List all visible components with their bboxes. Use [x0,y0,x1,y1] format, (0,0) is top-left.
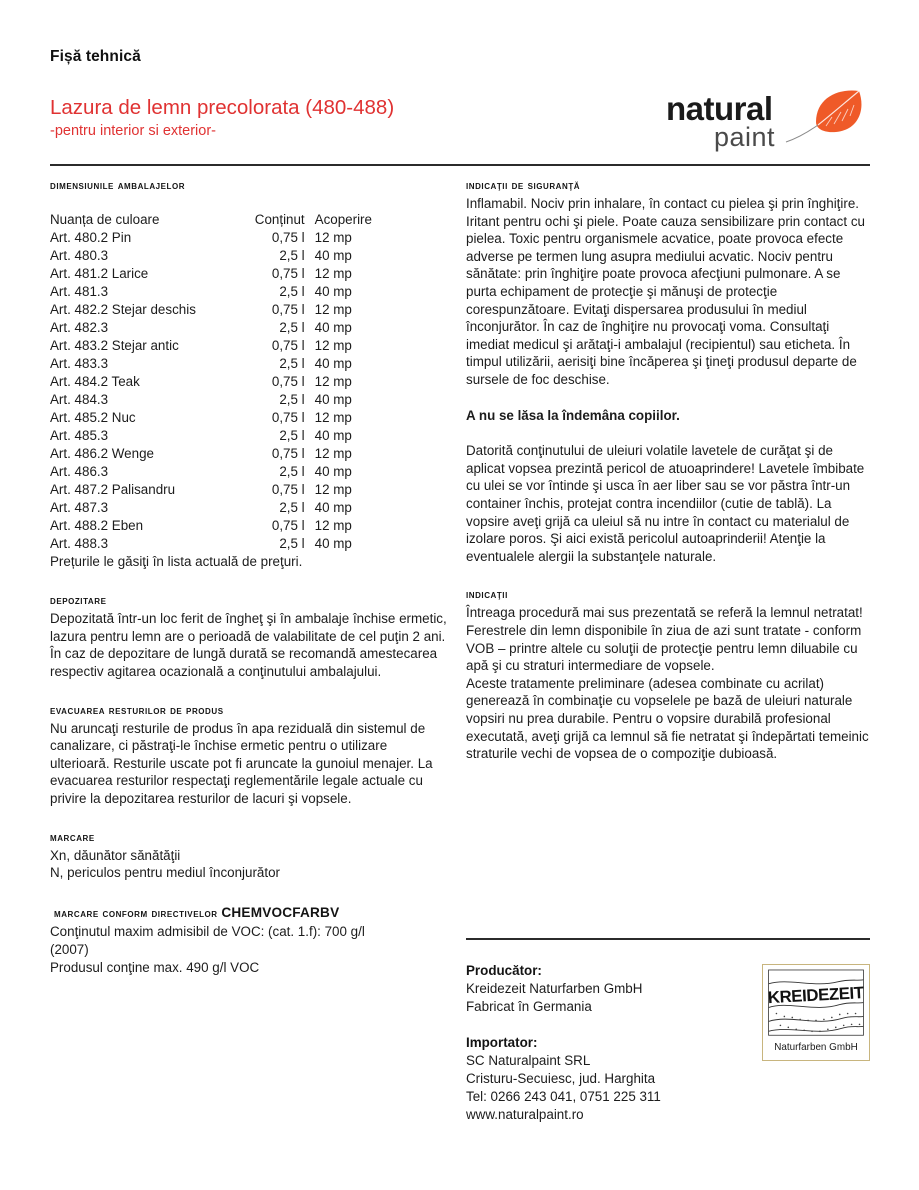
cell-shade: Art. 485.3 [50,428,109,444]
cell-content: 0,75 l [271,374,305,390]
importer-address: Cristuru-Secuiesc, jud. Harghita [466,1071,656,1086]
cell-coverage: 40 mp [314,392,352,408]
cell-shade: Art. 482.2 Stejar deschis [50,302,196,318]
cell-content: 0,75 l [271,446,305,462]
section-heading-storage: depozitare [50,594,107,608]
page-subtitle: -pentru interior si exterior- [50,122,216,139]
cell-shade: Art. 480.2 Pin [50,230,132,246]
title-block [50,96,570,139]
column-header-coverage: Acoperire [314,212,372,228]
packaging-table [50,211,390,553]
cell-coverage: 40 mp [314,320,352,336]
cell-coverage: 40 mp [314,428,352,444]
cell-content: 2,5 l [279,500,305,516]
importer-website[interactable]: www.naturalpaint.ro [466,1107,584,1122]
header-divider [50,164,870,166]
cell-shade: Art. 481.2 Larice [50,266,149,282]
table-row [50,301,390,319]
table-row [50,283,390,301]
cell-coverage: 40 mp [314,248,352,264]
cell-content: 0,75 l [271,266,305,282]
brand-primary-text: natural [666,90,773,127]
cell-content: 2,5 l [279,392,305,408]
cell-shade: Art. 486.3 [50,464,109,480]
natural-paint-logo [666,84,871,156]
column-header-shade: Nuanța de culoare [50,212,160,228]
table-row [50,247,390,265]
price-list-note: Prețurile le găsiţi în lista actuală de preţuri. [50,554,303,570]
importer-label: Importator: [466,1035,538,1050]
section-heading-packaging: dimensiunile ambalajelor [50,179,186,192]
chemvoc-heading-prefix: marcare conform directivelor [54,906,222,920]
chemvoc-line-1: Conţinutul maxim admisibil de VOC: (cat. 1.f): 700 g/l [50,924,365,940]
cell-shade: Art. 484.2 Teak [50,374,140,390]
cell-content: 0,75 l [271,302,305,318]
producer-origin: Fabricat în Germania [466,999,592,1014]
footer-company-info [466,962,736,1124]
cell-shade: Art. 485.2 Nuc [50,410,136,426]
labelling-line-2: N, periculos pentru mediul înconjurător [50,865,280,881]
indications-paragraph-2: Aceste tratamente preliminare (adesea combinate cu acrilat) generează în combinaţie cu vopselele pe bază de uleiuri naturale vopsiri nu prea durabile. Pentru o vopsire durabilă profesional executată, aveţi grijă ca lemnul să fie netratat şi îndepărtati temeinic straturile vechi de vopsea de o compoziţie dubioasă. [466,675,869,762]
table-row [50,445,390,463]
producer-label: Producător: [466,963,542,978]
cell-content: 0,75 l [271,518,305,534]
cell-shade: Art. 481.3 [50,284,109,300]
page-title: Lazura de lemn precolorata (480-488) [50,96,395,119]
cell-coverage: 12 mp [314,410,352,426]
table-row [50,229,390,247]
cell-shade: Art. 488.2 Eben [50,518,144,534]
cell-coverage: 40 mp [314,500,352,516]
table-row [50,265,390,283]
section-heading-disposal: evacuarea resturilor de produs [50,703,224,717]
cell-content: 2,5 l [279,356,305,372]
leaf-icon [786,90,861,142]
cell-shade: Art. 480.3 [50,248,109,264]
kreidezeit-wordmark: KREIDEZEIT [767,983,865,1008]
cell-coverage: 40 mp [314,356,352,372]
table-row [50,319,390,337]
cell-content: 0,75 l [271,338,305,354]
table-row [50,427,390,445]
cell-shade: Art. 484.3 [50,392,109,408]
left-column [50,178,450,976]
table-row [50,517,390,535]
cell-coverage: 12 mp [314,302,352,318]
cell-coverage: 40 mp [314,536,352,552]
table-row [50,373,390,391]
cell-coverage: 12 mp [314,266,352,282]
cell-content: 2,5 l [279,284,305,300]
cell-content: 2,5 l [279,248,305,264]
cell-coverage: 40 mp [314,464,352,480]
table-header-row [50,211,390,229]
table-row [50,391,390,409]
chemvoc-line-2: (2007) [50,942,89,958]
section-heading-chemvocfarbv [50,904,450,922]
cell-shade: Art. 483.2 Stejar antic [50,338,179,354]
table-row [50,463,390,481]
safety-warning-children: A nu se lăsa la îndemâna copiilor. [466,407,680,423]
table-row [50,499,390,517]
cell-shade: Art. 486.2 Wenge [50,446,154,462]
labelling-line-1: Xn, dăunător sănătăţii [50,847,181,863]
cell-content: 0,75 l [271,482,305,498]
kreidezeit-subtitle: Naturfarben GmbH [774,1042,858,1054]
cell-content: 2,5 l [279,536,305,552]
importer-name: SC Naturalpaint SRL [466,1053,591,1068]
table-row [50,355,390,373]
cell-shade: Art. 483.3 [50,356,109,372]
right-column [466,178,870,763]
footer-block [466,962,870,1124]
section-heading-indications: indicaţii [466,588,508,602]
safety-paragraph-2: Datorită conţinutului de uleiuri volatile lavetele de curăţat şi de aplicat vopsea prezintă pericol de atuoaprindere! Lavetele îmbibate cu ulei se vor întinde şi usca în aer liber sau se vor păstra într-un container închis, protejat contra incendiilor (cutie de tablă). La vopsire aveţi grijă ca uleiul să nu intre în contact cu materialul de izolare poros. Şi aici există pericolul autoaprinderii! Atenţie la eventualele alergii la substanţele naturale. [466,443,865,564]
chemvoc-line-3: Produsul conţine max. 490 g/l VOC [50,959,260,975]
cell-content: 2,5 l [279,320,305,336]
cell-shade: Art. 487.3 [50,500,109,516]
document-type-label: Fișă tehnică [50,48,141,65]
cell-content: 2,5 l [279,464,305,480]
cell-content: 0,75 l [271,410,305,426]
cell-coverage: 12 mp [314,230,352,246]
section-heading-safety: indicaţii de siguranţă [466,179,581,192]
chemvoc-heading-acronym: CHEMVOCFARBV [221,904,340,920]
indications-paragraph-1: Întreaga procedură mai sus prezentată se referă la lemnul netratat! Ferestrele din lemn disponibile în ziua de azi sunt tratate - conform VOB – printre altele cu soluţii de protecţie pentru lemn diluabile cu apă şi cu straturi intermediare de vopsele. [466,605,863,674]
table-row [50,337,390,355]
cell-shade: Art. 487.2 Palisandru [50,482,176,498]
kreidezeit-logo [762,964,870,1061]
footer-divider [466,938,870,940]
cell-coverage: 12 mp [314,482,352,498]
brand-secondary-text: paint [714,122,776,152]
safety-paragraph-1: Inflamabil. Nociv prin inhalare, în contact cu pielea şi prin înghiţire. Iritant pentru ochi şi piele. Poate cauza sensibilizare prin contact cu pielea. Toxic pentru organismele acvatice, poate provoca efecte adverse pe termen lung asupra mediului acvatic. Nociv pentru sănătate: prin înghiţire poate provoca afecţiuni pulmonare. A se purta echipament de protecţie şi mănuşi de protecţie corespunzătoare. Evitaţi dispersarea produsului în mediul înconjurător. În caz de înghiţire nu provocaţi voma. Consultaţi imediat medicul şi arătaţi-i ambalajul (recipientul) sau eticheta. În timpul utilizării, aerisiţi bine încăperea şi ţineţi produsul departe de sursele de foc deschise. [466,196,865,387]
cell-coverage: 12 mp [314,338,352,354]
cell-coverage: 12 mp [314,446,352,462]
cell-shade: Art. 488.3 [50,536,109,552]
kreidezeit-emblem [767,970,865,1035]
table-row [50,409,390,427]
cell-coverage: 40 mp [314,284,352,300]
cell-coverage: 12 mp [314,374,352,390]
column-header-content: Conținut [254,212,305,228]
table-row [50,481,390,499]
section-heading-labelling: marcare [50,830,95,844]
importer-phone: Tel: 0266 243 041, 0751 225 311 [466,1089,661,1104]
cell-content: 2,5 l [279,428,305,444]
table-row [50,535,390,553]
cell-content: 0,75 l [271,230,305,246]
disposal-text: Nu aruncaţi resturile de produs în apa reziduală din sistemul de canalizare, ci păstraţi-le închise ermetic pentru o utilizare ulterioară. Resturile uscate pot fi aruncate la gunoiul menajer. La evacuarea resturilor respectaţi reglementările legale actuale cu privire la depozitarea resturilor de lacuri şi vopsele. [50,720,433,806]
cell-coverage: 12 mp [314,518,352,534]
cell-shade: Art. 482.3 [50,320,109,336]
storage-text: Depozitată într-un loc ferit de îngheţ şi în ambalaje închise ermetic, lazura pentru lemn are o perioadă de valabilitate de cel puţin 2 ani. În caz de depozitare de lungă durată se recomandă amestecarea respectiv agitarea ocazională a conţinutului ambalajului. [50,611,447,679]
producer-name: Kreidezeit Naturfarben GmbH [466,981,643,996]
